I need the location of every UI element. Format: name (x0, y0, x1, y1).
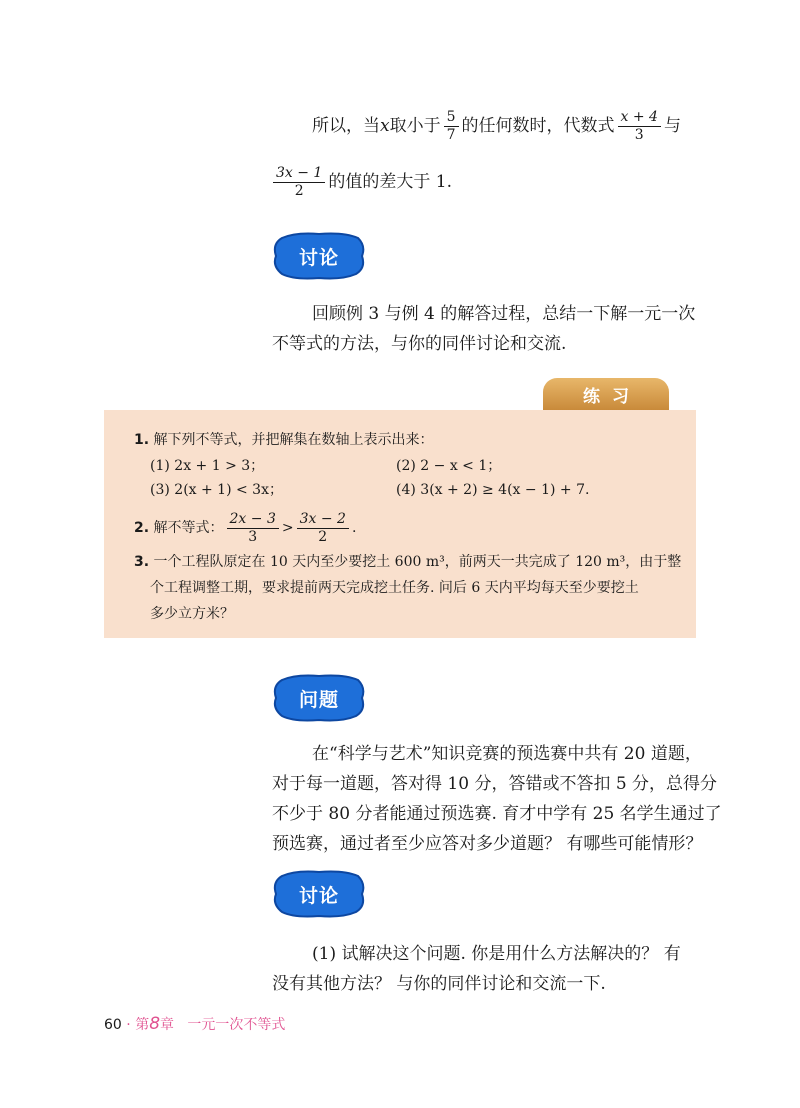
exercise-1-b: (2) 2 − x < 1； (396, 458, 502, 474)
discussion-line-1: 回顾例 3 与例 4 的解答过程，总结一下解一元一次 (312, 304, 696, 324)
problem-line-2: 对于每一道题，答对得 10 分，答错或不答扣 5 分，总得分 (272, 774, 718, 794)
exercise-1-d: (4) 3(x + 2) ≥ 4(x − 1) + 7. (396, 482, 590, 498)
fraction-x4-3: $\frac{x + 4}{3}$ (618, 109, 661, 144)
fraction-3x2-2: $\frac{3x - 2}{2}$ (297, 511, 349, 546)
discussion2-line-1: (1) 试解决这个问题. 你是用什么方法解决的？ 有 (312, 944, 681, 964)
page-number: 60 (104, 1017, 122, 1033)
practice-tab: 练习 (543, 378, 669, 410)
discussion2-line-2: 没有其他方法？ 与你的同伴讨论和交流一下. (272, 974, 606, 994)
exercise-2: 2. 解不等式： $\frac{2x - 3}{3}$ > $\frac{3x - 2}{2}$ . (134, 510, 357, 545)
exercise-1-a: (1) 2x + 1 > 3； (150, 458, 265, 474)
discussion-badge: 讨论 (272, 232, 366, 280)
exercise-3-line-1: 3. 一个工程队原定在 10 天内至少要挖土 600 m³，前两天一共完成了 120 m³，由于整 (134, 554, 682, 570)
exercise-1: 1. 解下列不等式，并把解集在数轴上表示出来： (134, 432, 434, 448)
exercise-3-line-2: 个工程调整工期，要求提前两天完成挖土任务. 问后 6 天内平均每天至少要挖土 (150, 580, 639, 596)
chapter-title: 一元一次不等式 (187, 1017, 286, 1033)
exercise-1-c: (3) 2(x + 1) < 3x； (150, 482, 283, 498)
exercise-3-line-3: 多少立方米？ (150, 606, 234, 622)
conclusion-line-1: 所以，当x取小于 $\frac{5}{7}$ 的任何数时，代数式 $\frac{x + 4}{3}$ 与 (312, 109, 681, 143)
problem-badge: 问题 (272, 674, 366, 722)
problem-line-1: 在“科学与艺术”知识竞赛的预选赛中共有 20 道题， (312, 744, 702, 764)
practice-box (104, 410, 696, 638)
fraction-5-7: $\frac{5}{7}$ (444, 109, 459, 144)
discussion-badge-2: 讨论 (272, 870, 366, 918)
fraction-2x3-3: $\frac{2x - 3}{3}$ (227, 511, 279, 546)
page-footer: 60 · 第8章 一元一次不等式 (104, 1014, 286, 1034)
fraction-3x1-2: $\frac{3x - 1}{2}$ (273, 165, 325, 200)
problem-line-4: 预选赛，通过者至少应答对多少道题？ 有哪些可能情形？ (272, 834, 703, 854)
problem-line-3: 不少于 80 分者能通过预选赛. 育才中学有 25 名学生通过了 (272, 804, 722, 824)
discussion-line-2: 不等式的方法，与你的同伴讨论和交流. (272, 334, 567, 354)
conclusion-line-2: $\frac{3x - 1}{2}$ 的值的差大于 1. (270, 164, 452, 200)
